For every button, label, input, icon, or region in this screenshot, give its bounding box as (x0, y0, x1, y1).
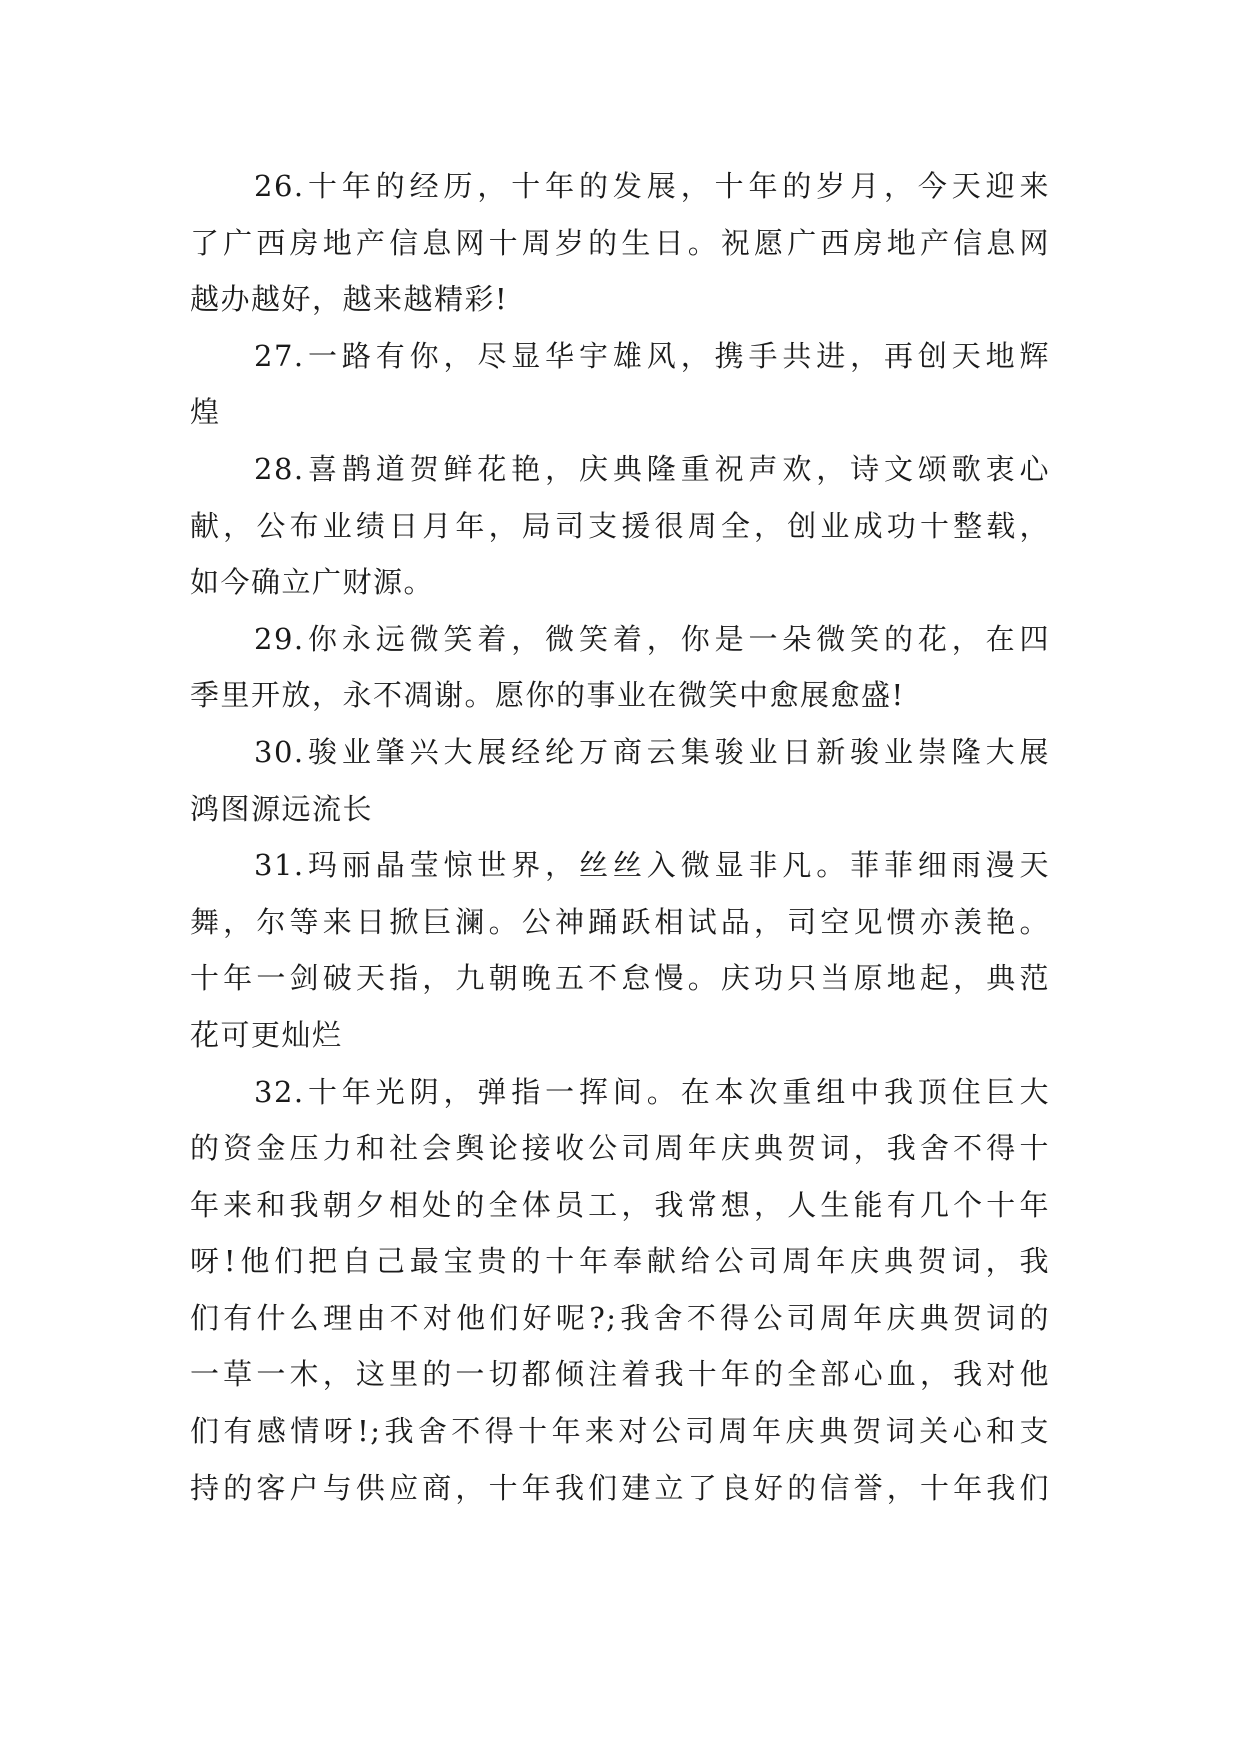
text-line: 的资金压力和社会舆论接收公司周年庆典贺词，我舍不得十 (190, 1131, 1050, 1166)
text-line: 们有什么理由不对他们好呢?;我舍不得公司周年庆典贺词的 (190, 1300, 1050, 1335)
text-line: 花可更灿烂 (190, 1017, 343, 1052)
text-line: 一草一木，这里的一切都倾注着我十年的全部心血，我对他 (190, 1357, 1050, 1392)
text-line: 28.喜鹊道贺鲜花艳，庆典隆重祝声欢，诗文颂歌衷心 (254, 451, 1050, 486)
text-line: 了广西房地产信息网十周岁的生日。祝愿广西房地产信息网 (190, 225, 1050, 260)
text-line: 32.十年光阴，弹指一挥间。在本次重组中我顶住巨大 (254, 1074, 1050, 1109)
text-line: 年来和我朝夕相处的全体员工，我常想，人生能有几个十年 (190, 1187, 1050, 1222)
text-line: 如今确立广财源。 (190, 565, 435, 600)
text-line: 29.你永远微笑着，微笑着，你是一朵微笑的花，在四 (254, 621, 1050, 656)
text-line: 26.十年的经历，十年的发展，十年的岁月，今天迎来 (254, 169, 1050, 203)
paragraph-26 (190, 158, 1050, 328)
text-line: 们有感情呀!;我舍不得十年来对公司周年庆典贺词关心和支 (190, 1414, 1050, 1449)
text-line: 献，公布业绩日月年，局司支援很周全，创业成功十整载， (190, 508, 1050, 543)
text-line: 27.一路有你，尽显华宇雄风，携手共进，再创天地辉 (254, 338, 1050, 373)
paragraph-31 (190, 837, 1050, 1063)
paragraph-27 (190, 328, 1050, 441)
paragraph-30 (190, 724, 1050, 837)
paragraph-29 (190, 611, 1050, 724)
text-line: 31.玛丽晶莹惊世界，丝丝入微显非凡。菲菲细雨漫天 (254, 848, 1050, 883)
paragraph-28 (190, 441, 1050, 611)
text-line: 鸿图源远流长 (190, 791, 374, 826)
text-line: 呀!他们把自己最宝贵的十年奉献给公司周年庆典贺词，我 (190, 1244, 1050, 1279)
text-line: 越办越好，越来越精彩! (190, 282, 509, 317)
document-body (190, 158, 1050, 1516)
text-line: 煌 (190, 395, 221, 430)
text-line: 季里开放，永不凋谢。愿你的事业在微笑中愈展愈盛! (190, 678, 905, 713)
text-line: 舞，尔等来日掀巨澜。公神踊跃相试品，司空见惯亦羡艳。 (190, 904, 1050, 939)
text-line: 30.骏业肇兴大展经纶万商云集骏业日新骏业崇隆大展 (254, 734, 1050, 769)
paragraph-32 (190, 1064, 1050, 1517)
text-line: 持的客户与供应商，十年我们建立了良好的信誉，十年我们 (190, 1470, 1050, 1505)
text-line: 十年一剑破天指，九朝晚五不怠慢。庆功只当原地起，典范 (190, 961, 1050, 996)
